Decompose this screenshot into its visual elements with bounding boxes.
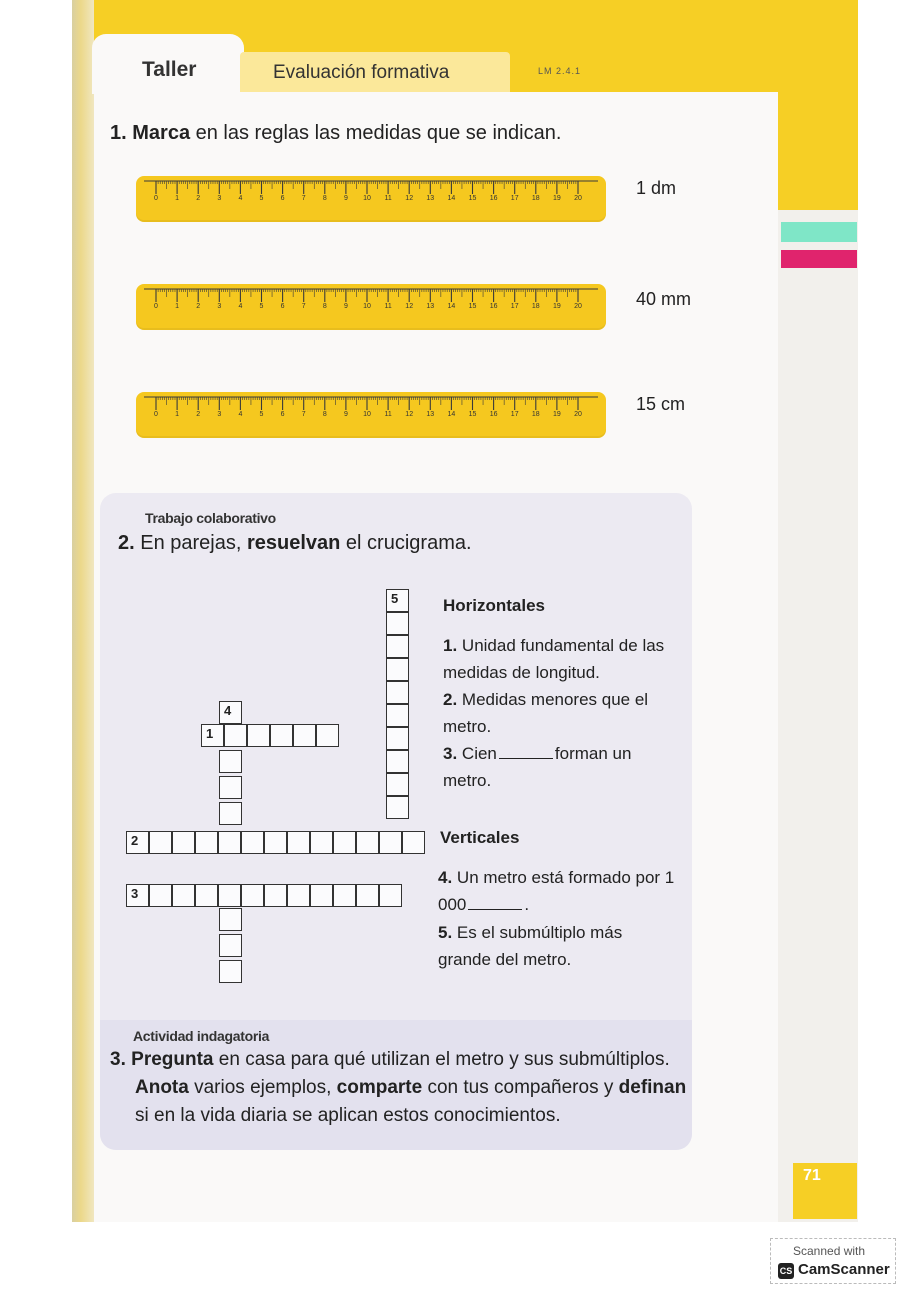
clue-2-text: Medidas menores que el metro. bbox=[443, 690, 649, 736]
ruler-label: 3 bbox=[217, 195, 222, 202]
ruler-label: 17 bbox=[510, 303, 519, 310]
crossword-cell[interactable] bbox=[386, 773, 409, 796]
crossword-cell[interactable] bbox=[356, 831, 379, 854]
clue-3-post: forman un metro. bbox=[443, 744, 632, 790]
lesson-code: LM 2.4.1 bbox=[538, 66, 582, 76]
crossword-cell[interactable] bbox=[386, 727, 409, 750]
question-3-text-2: varios ejemplos, bbox=[188, 1077, 337, 1098]
right-yellow-band bbox=[778, 0, 858, 210]
clue-number-1: 1 bbox=[206, 726, 214, 741]
tab-evaluacion-label: Evaluación formativa bbox=[273, 62, 450, 83]
ruler-label: 11 bbox=[384, 411, 392, 418]
page-number-box bbox=[793, 1163, 857, 1219]
crossword-cell[interactable] bbox=[241, 884, 264, 907]
crossword-cell[interactable] bbox=[126, 884, 149, 907]
ruler-label: 4 bbox=[238, 303, 243, 310]
crossword-cell[interactable] bbox=[264, 831, 287, 854]
tab-taller-label: Taller bbox=[142, 58, 197, 81]
ruler-label: 12 bbox=[405, 303, 414, 310]
tab-taller bbox=[92, 34, 244, 94]
crossword-cell[interactable] bbox=[386, 704, 409, 727]
crossword-cell[interactable] bbox=[149, 884, 172, 907]
ruler-label: 20 bbox=[574, 303, 582, 310]
crossword-cell[interactable] bbox=[126, 831, 149, 854]
crossword-cell[interactable] bbox=[386, 796, 409, 819]
question-3-word-2: Anota bbox=[135, 1077, 189, 1098]
question-3-text-1: en casa para qué utilizan el metro y sus submúltiplos. bbox=[213, 1049, 670, 1070]
clue-4-number: 4. bbox=[438, 868, 453, 887]
crossword-cell[interactable] bbox=[172, 884, 195, 907]
crossword-cell[interactable] bbox=[386, 658, 409, 681]
ruler-label: 9 bbox=[343, 411, 348, 418]
ruler-label: 1 bbox=[175, 195, 180, 202]
clue-4-blank[interactable] bbox=[468, 909, 522, 910]
ruler-label: 6 bbox=[280, 303, 285, 310]
ruler-label: 6 bbox=[280, 411, 285, 418]
collab-label: Trabajo colaborativo bbox=[145, 510, 276, 526]
ruler-label: 18 bbox=[531, 195, 540, 202]
clue-3-number: 3. bbox=[443, 744, 458, 763]
ruler-label: 17 bbox=[510, 411, 519, 418]
crossword-cell[interactable] bbox=[149, 831, 172, 854]
crossword-cell[interactable] bbox=[310, 831, 333, 854]
question-3-line-2 bbox=[110, 1074, 690, 1130]
ruler-label: 11 bbox=[384, 303, 392, 310]
clue-4: 4. Un metro está formado por 1 000 . bbox=[438, 868, 675, 914]
edge-tab-pink bbox=[781, 250, 857, 268]
ruler-label: 9 bbox=[343, 195, 348, 202]
crossword-cell[interactable] bbox=[241, 831, 264, 854]
question-3-text-3: con tus compañeros y bbox=[422, 1077, 619, 1098]
measure-1: 1 dm bbox=[636, 178, 677, 198]
indagatoria-label: Actividad indagatoria bbox=[133, 1028, 270, 1044]
ruler-label: 19 bbox=[553, 411, 561, 418]
ruler-label: 16 bbox=[489, 411, 498, 418]
ruler-label: 19 bbox=[553, 303, 561, 310]
question-3-word-3: comparte bbox=[336, 1077, 423, 1098]
crossword-cell[interactable] bbox=[287, 884, 310, 907]
ruler-label: 2 bbox=[196, 195, 201, 202]
ruler-label: 12 bbox=[405, 411, 414, 418]
crossword-cell[interactable] bbox=[195, 884, 218, 907]
crossword-cell[interactable] bbox=[219, 934, 242, 957]
question-1 bbox=[110, 122, 561, 145]
clue-3-blank[interactable] bbox=[499, 758, 553, 759]
ruler-label: 13 bbox=[426, 411, 435, 418]
clue-1 bbox=[443, 632, 683, 686]
crossword-cell[interactable] bbox=[219, 908, 242, 931]
ruler-1[interactable] bbox=[136, 176, 606, 222]
question-2-pre: En parejas, bbox=[140, 532, 247, 554]
clue-number-2: 2 bbox=[131, 833, 139, 848]
crossword-cell[interactable] bbox=[316, 724, 339, 747]
crossword-cell[interactable] bbox=[386, 681, 409, 704]
ruler-label: 8 bbox=[322, 411, 327, 418]
crossword-cell[interactable] bbox=[219, 750, 242, 773]
crossword-cell[interactable] bbox=[356, 884, 379, 907]
crossword-cell[interactable] bbox=[219, 776, 242, 799]
clue-number-5: 5 bbox=[391, 591, 399, 606]
crossword-cell[interactable] bbox=[379, 831, 402, 854]
crossword-cell[interactable] bbox=[293, 724, 316, 747]
book-spine-strip bbox=[72, 0, 94, 1222]
clue-3-pre: Cien bbox=[461, 744, 497, 763]
ruler-label: 4 bbox=[238, 195, 243, 202]
ruler-label: 18 bbox=[531, 411, 540, 418]
ruler-label: 2 bbox=[196, 411, 201, 418]
verticales-title: Verticales bbox=[440, 828, 520, 847]
ruler-label: 20 bbox=[574, 195, 582, 202]
crossword-cell[interactable] bbox=[247, 724, 270, 747]
crossword-cell[interactable] bbox=[219, 701, 242, 724]
ruler-label: 8 bbox=[322, 303, 327, 310]
page-number: 71 bbox=[803, 1167, 821, 1184]
crossword-cell[interactable] bbox=[270, 724, 293, 747]
crossword-cell[interactable] bbox=[379, 884, 402, 907]
ruler-label: 0 bbox=[154, 303, 158, 310]
ruler-2[interactable] bbox=[136, 284, 606, 330]
clue-1-number: 1. bbox=[443, 636, 458, 655]
crossword-cell[interactable] bbox=[264, 884, 287, 907]
crossword-cell[interactable] bbox=[386, 635, 409, 658]
ruler-label: 10 bbox=[363, 411, 371, 418]
question-3-number: 3. bbox=[110, 1049, 126, 1070]
right-margin bbox=[778, 210, 858, 1222]
ruler-label: 15 bbox=[468, 303, 477, 310]
crossword-cell[interactable] bbox=[218, 884, 241, 907]
ruler-label: 5 bbox=[259, 195, 264, 202]
clue-2 bbox=[443, 686, 683, 740]
clue-4-text: Un metro está formado por 1 000 bbox=[438, 868, 675, 914]
crossword-cell[interactable] bbox=[201, 724, 224, 747]
ruler-label: 18 bbox=[531, 303, 540, 310]
question-3 bbox=[110, 1046, 690, 1130]
ruler-label: 9 bbox=[343, 303, 348, 310]
ruler-label: 15 bbox=[468, 411, 477, 418]
ruler-label: 14 bbox=[447, 303, 456, 310]
ruler-label: 7 bbox=[301, 411, 306, 418]
ruler-label: 1 bbox=[175, 303, 180, 310]
ruler-label: 5 bbox=[259, 303, 264, 310]
ruler-label: 0 bbox=[154, 411, 158, 418]
question-2-number: 2. bbox=[118, 532, 135, 554]
ruler-label: 4 bbox=[238, 411, 243, 418]
clue-5-text: Es el submúltiplo más grande del metro. bbox=[438, 923, 623, 969]
ruler-label: 16 bbox=[489, 303, 498, 310]
crossword-cell[interactable] bbox=[224, 724, 247, 747]
ruler-label: 14 bbox=[447, 411, 456, 418]
clue-3 bbox=[443, 740, 683, 794]
ruler-label: 16 bbox=[489, 195, 498, 202]
ruler-label: 0 bbox=[154, 195, 158, 202]
ruler-label: 19 bbox=[553, 195, 561, 202]
ruler-label: 13 bbox=[426, 195, 435, 202]
scanned-with-text: Scanned with bbox=[793, 1244, 866, 1258]
ruler-label: 7 bbox=[301, 195, 306, 202]
question-1-verb: Marca bbox=[132, 122, 191, 144]
crossword-cell[interactable] bbox=[333, 884, 356, 907]
crossword-cell[interactable] bbox=[402, 831, 425, 854]
clue-number-4: 4 bbox=[224, 703, 232, 718]
crossword-cell[interactable] bbox=[172, 831, 195, 854]
ruler-label: 12 bbox=[405, 195, 414, 202]
ruler-label: 10 bbox=[363, 303, 371, 310]
crossword-cell[interactable] bbox=[219, 960, 242, 983]
measure-3: 15 cm bbox=[636, 394, 686, 414]
ruler-label: 13 bbox=[426, 303, 435, 310]
tab-evaluacion bbox=[240, 52, 510, 92]
measure-2: 40 mm bbox=[636, 289, 692, 309]
crossword-cell[interactable] bbox=[287, 831, 310, 854]
crossword-cell[interactable] bbox=[386, 612, 409, 635]
clue-5-number: 5. bbox=[438, 923, 453, 942]
clue-number-3: 3 bbox=[131, 886, 139, 901]
question-1-text: en las reglas las medidas que se indican. bbox=[190, 122, 562, 144]
ruler-label: 11 bbox=[384, 195, 392, 202]
question-1-number: 1. bbox=[110, 122, 127, 144]
clue-2-number: 2. bbox=[443, 690, 458, 709]
ruler-label: 3 bbox=[217, 303, 222, 310]
crossword-cell[interactable] bbox=[310, 884, 333, 907]
camscanner-logo-icon: CS bbox=[778, 1263, 794, 1279]
camscanner-watermark bbox=[770, 1238, 896, 1284]
ruler-label: 2 bbox=[196, 303, 201, 310]
crossword-cell[interactable] bbox=[333, 831, 356, 854]
question-3-text-4: si en la vida diaria se aplican estos conocimientos. bbox=[135, 1105, 561, 1126]
ruler-label: 15 bbox=[468, 195, 477, 202]
ruler-label: 20 bbox=[574, 411, 582, 418]
ruler-label: 8 bbox=[322, 195, 327, 202]
ruler-label: 1 bbox=[175, 411, 180, 418]
camscanner-text: CamScanner bbox=[798, 1261, 890, 1278]
ruler-label: 10 bbox=[363, 195, 371, 202]
ruler-label: 5 bbox=[259, 411, 264, 418]
question-3-word-1: Pregunta bbox=[131, 1049, 214, 1070]
question-2 bbox=[118, 532, 472, 555]
crossword-cell[interactable] bbox=[219, 802, 242, 825]
ruler-label: 7 bbox=[301, 303, 306, 310]
crossword-cell[interactable] bbox=[386, 589, 409, 612]
ruler-label: 17 bbox=[510, 195, 519, 202]
ruler-3[interactable] bbox=[136, 392, 606, 438]
question-3-word-4: definan bbox=[618, 1077, 687, 1098]
horizontales-title: Horizontales bbox=[443, 596, 546, 615]
ruler-label: 14 bbox=[447, 195, 456, 202]
crossword-cell[interactable] bbox=[218, 831, 241, 854]
ruler-label: 3 bbox=[217, 411, 222, 418]
crossword-cell[interactable] bbox=[195, 831, 218, 854]
ruler-label: 6 bbox=[280, 195, 285, 202]
question-2-post: el crucigrama. bbox=[340, 532, 472, 554]
edge-tab-teal bbox=[781, 222, 857, 242]
question-2-verb: resuelvan bbox=[246, 532, 341, 554]
clue-1-text: Unidad fundamental de las medidas de longitud. bbox=[443, 636, 665, 682]
crossword-cell[interactable] bbox=[386, 750, 409, 773]
clue-5 bbox=[438, 919, 678, 973]
